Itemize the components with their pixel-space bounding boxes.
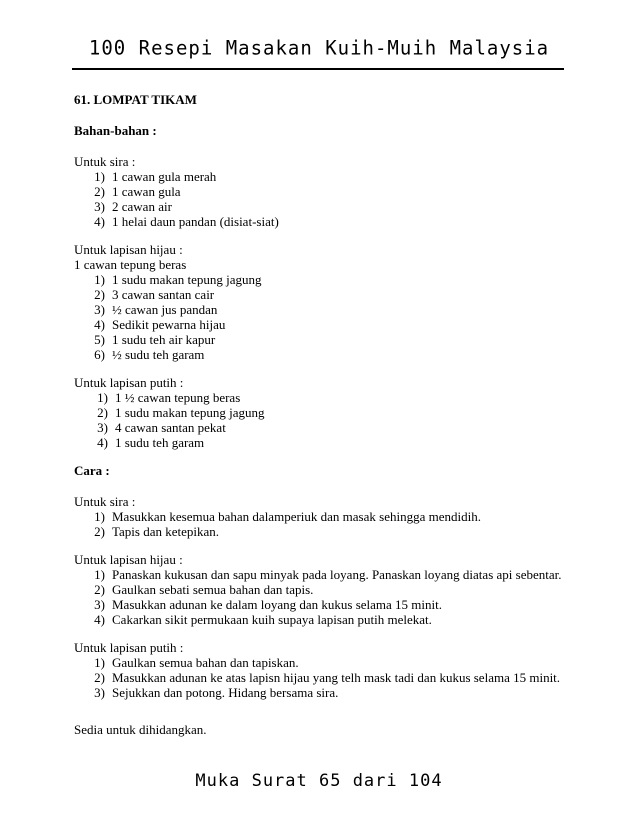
sira-ingredients-label: Untuk sira : bbox=[74, 154, 136, 169]
list-item-number: 5) bbox=[94, 332, 105, 347]
list-item bbox=[74, 184, 564, 199]
list-item bbox=[74, 524, 564, 539]
list-item-number: 3) bbox=[94, 685, 105, 700]
list-item-text: 1 cawan gula bbox=[112, 184, 181, 199]
putih-method-list bbox=[74, 655, 564, 700]
list-item bbox=[74, 317, 564, 332]
hijau-method-list bbox=[74, 567, 564, 627]
list-item-text: 1 sudu makan tepung jagung bbox=[112, 272, 262, 287]
list-item-number: 3) bbox=[94, 597, 105, 612]
list-item bbox=[74, 685, 564, 700]
ingredients-heading: Bahan-bahan : bbox=[74, 123, 157, 138]
header-divider bbox=[72, 68, 564, 70]
list-item bbox=[74, 390, 564, 405]
list-item bbox=[74, 582, 564, 597]
page-footer: Muka Surat 65 dari 104 bbox=[195, 771, 443, 791]
list-item-text: Masukkan adunan ke dalam loyang dan kukus selama 15 minit. bbox=[112, 597, 442, 612]
list-item-number: 4) bbox=[97, 435, 108, 450]
putih-ingredients-label: Untuk lapisan putih : bbox=[74, 375, 184, 390]
method-heading: Cara : bbox=[74, 463, 110, 478]
list-item-text: Gaulkan semua bahan dan tapiskan. bbox=[112, 655, 299, 670]
list-item-text: 4 cawan santan pekat bbox=[115, 420, 226, 435]
list-item bbox=[74, 287, 564, 302]
hijau-method-label: Untuk lapisan hijau : bbox=[74, 552, 183, 567]
list-item bbox=[74, 302, 564, 317]
list-item bbox=[74, 347, 564, 362]
list-item-text: Masukkan kesemua bahan dalamperiuk dan masak sehingga mendidih. bbox=[112, 509, 481, 524]
hijau-ingredients-sub: 1 cawan tepung beras bbox=[74, 257, 187, 272]
list-item-text: ½ cawan jus pandan bbox=[112, 302, 218, 317]
list-item-text: 1 cawan gula merah bbox=[112, 169, 217, 184]
hijau-ingredients-list bbox=[74, 272, 564, 362]
list-item-text: Gaulkan sebati semua bahan dan tapis. bbox=[112, 582, 314, 597]
list-item-text: ½ sudu teh garam bbox=[112, 347, 205, 362]
list-item bbox=[74, 435, 564, 450]
sira-method-label: Untuk sira : bbox=[74, 494, 136, 509]
list-item-number: 2) bbox=[94, 287, 105, 302]
list-item-number: 2) bbox=[94, 524, 105, 539]
list-item bbox=[74, 272, 564, 287]
list-item bbox=[74, 612, 564, 627]
list-item bbox=[74, 420, 564, 435]
list-item-text: Sedikit pewarna hijau bbox=[112, 317, 226, 332]
list-item-text: 2 cawan air bbox=[112, 199, 172, 214]
list-item-text: 1 helai daun pandan (disiat-siat) bbox=[112, 214, 279, 229]
list-item-text: Panaskan kukusan dan sapu minyak pada loyang. Panaskan loyang diatas api sebentar. bbox=[112, 567, 562, 582]
putih-ingredients-list bbox=[74, 390, 564, 450]
list-item-text: 1 sudu makan tepung jagung bbox=[115, 405, 265, 420]
list-item-number: 2) bbox=[97, 405, 108, 420]
list-item-text: 1 sudu teh air kapur bbox=[112, 332, 216, 347]
list-item bbox=[74, 509, 564, 524]
list-item-number: 4) bbox=[94, 317, 105, 332]
list-item-number: 2) bbox=[94, 670, 105, 685]
recipe-title: 61. LOMPAT TIKAM bbox=[74, 92, 197, 107]
recipe-content bbox=[74, 92, 564, 737]
list-item-number: 1) bbox=[94, 272, 105, 287]
list-item-text: Masukkan adunan ke atas lapisn hijau yang telh mask tadi dan kukus selama 15 minit. bbox=[112, 670, 561, 685]
list-item-number: 1) bbox=[94, 567, 105, 582]
list-item-text: 1 ½ cawan tepung beras bbox=[115, 390, 241, 405]
list-item-text: 3 cawan santan cair bbox=[112, 287, 215, 302]
list-item-number: 3) bbox=[94, 199, 105, 214]
list-item-text: Sejukkan dan potong. Hidang bersama sira. bbox=[112, 685, 339, 700]
list-item-text: Tapis dan ketepikan. bbox=[112, 524, 220, 539]
list-item-number: 1) bbox=[97, 390, 108, 405]
closing-note: Sedia untuk dihidangkan. bbox=[74, 722, 207, 737]
list-item-number: 2) bbox=[94, 582, 105, 597]
list-item-number: 6) bbox=[94, 347, 105, 362]
list-item-text: Cakarkan sikit permukaan kuih supaya lapisan putih melekat. bbox=[112, 612, 432, 627]
list-item-number: 1) bbox=[94, 655, 105, 670]
sira-method-list bbox=[74, 509, 564, 539]
list-item bbox=[74, 567, 564, 582]
list-item-number: 1) bbox=[94, 169, 105, 184]
list-item bbox=[74, 405, 564, 420]
list-item-number: 4) bbox=[94, 214, 105, 229]
list-item bbox=[74, 332, 564, 347]
list-item bbox=[74, 670, 564, 685]
sira-ingredients-list bbox=[74, 169, 564, 229]
list-item bbox=[74, 655, 564, 670]
putih-method-label: Untuk lapisan putih : bbox=[74, 640, 184, 655]
list-item-text: 1 sudu teh garam bbox=[115, 435, 205, 450]
list-item bbox=[74, 199, 564, 214]
list-item bbox=[74, 214, 564, 229]
list-item-number: 2) bbox=[94, 184, 105, 199]
page-header-title: 100 Resepi Masakan Kuih-Muih Malaysia bbox=[88, 36, 550, 60]
list-item-number: 4) bbox=[94, 612, 105, 627]
hijau-ingredients-label: Untuk lapisan hijau : bbox=[74, 242, 183, 257]
list-item bbox=[74, 169, 564, 184]
list-item-number: 3) bbox=[97, 420, 108, 435]
list-item-number: 1) bbox=[94, 509, 105, 524]
list-item bbox=[74, 597, 564, 612]
list-item-number: 3) bbox=[94, 302, 105, 317]
